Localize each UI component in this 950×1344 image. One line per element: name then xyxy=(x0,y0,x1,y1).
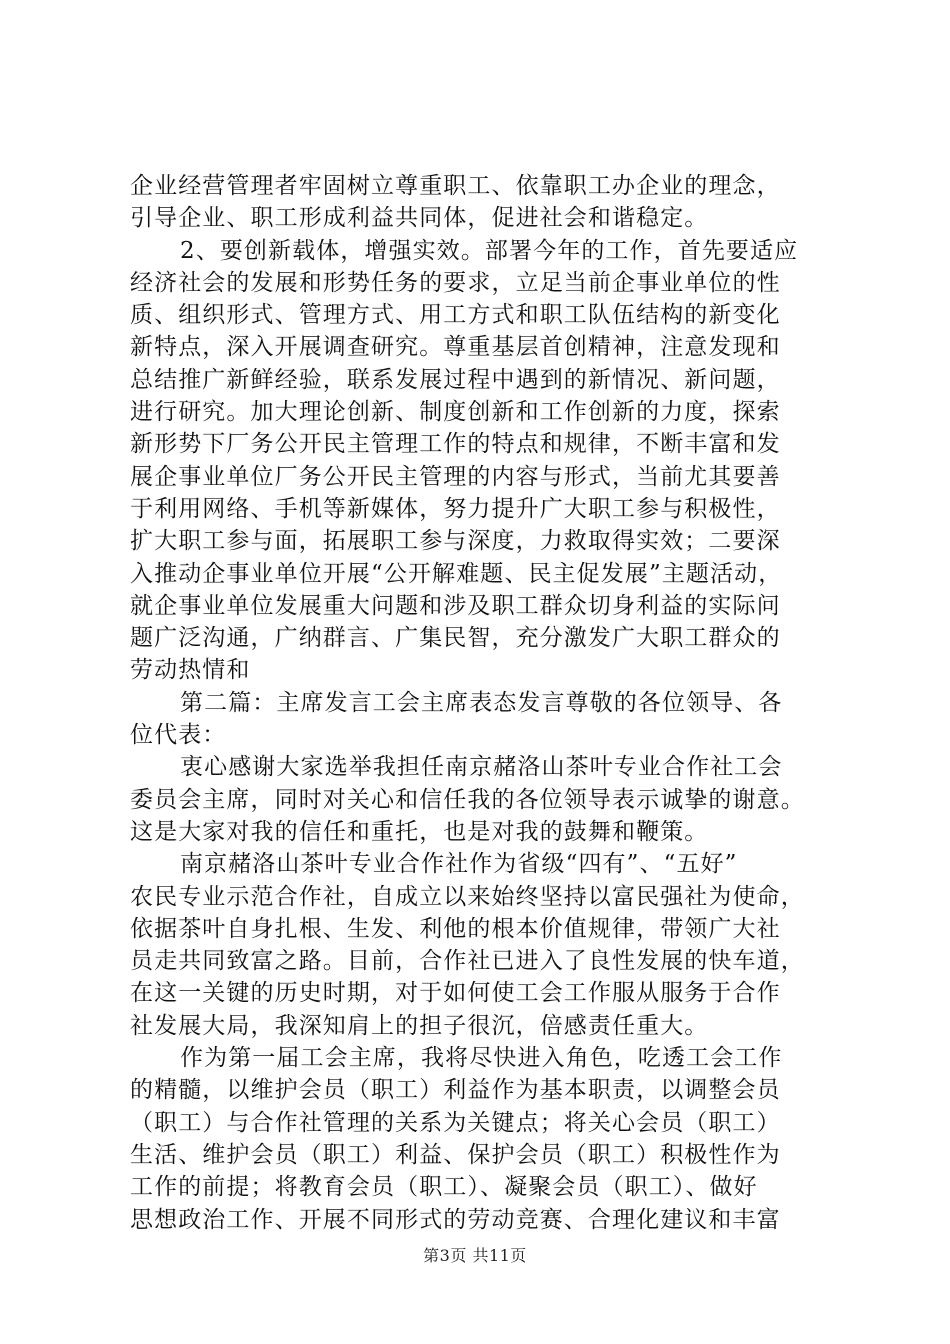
text-line: 展企事业单位厂务公开民主管理的内容与形式，当前尤其要善 xyxy=(130,463,781,490)
text-line: 思想政治工作、开展不同形式的劳动竞赛、合理化建议和丰富 xyxy=(130,1206,781,1233)
text-line: 引导企业、职工形成利益共同体，促进社会和谐稳定。 xyxy=(130,205,709,232)
text-line: 就企事业单位发展重大问题和涉及职工群众切身利益的实际问 xyxy=(130,592,781,619)
text-line: 委员会主席，同时对关心和信任我的各位领导表示诚挚的谢意。 xyxy=(130,786,805,813)
text-line: 衷心感谢大家选举我担任南京赭洛山茶叶专业合作社工会 xyxy=(180,754,783,781)
text-line: 于利用网络、手机等新媒体，努力提升广大职工参与积极性， xyxy=(130,495,781,522)
text-line: 扩大职工参与面，拓展职工参与深度，力救取得实效；二要深 xyxy=(130,528,781,555)
text-line: 企业经营管理者牢固树立尊重职工、依靠职工办企业的理念， xyxy=(130,173,781,199)
text-line: 农民专业示范合作社，自成立以来始终坚持以富民强社为使命， xyxy=(130,883,805,910)
text-line: 工作的前提；将教育会员（职工）、凝聚会员（职工）、做好 xyxy=(130,1174,758,1201)
text-line: 南京赭洛山茶叶专业合作社作为省级“四有”、“五好” xyxy=(180,851,738,878)
text-line: 这是大家对我的信任和重托，也是对我的鼓舞和鞭策。 xyxy=(130,818,709,845)
text-line: 在这一关键的历史时期，对于如何使工会工作服从服务于合作 xyxy=(130,980,781,1007)
text-line: 新特点，深入开展调查研究。尊重基层首创精神，注意发现和 xyxy=(130,334,781,361)
text-line: 入推动企事业单位开展“公开解难题、民主促发展”主题活动， xyxy=(130,560,783,587)
text-line: 位代表： xyxy=(130,722,227,749)
page-footer: 第3页 共11页 xyxy=(423,1246,527,1265)
text-line: 的精髓，以维护会员（职工）利益作为基本职责，以调整会员 xyxy=(130,1077,781,1104)
text-line: 进行研究。加大理论创新、制度创新和工作创新的力度，探索 xyxy=(130,399,781,426)
text-line: 劳动热情和 xyxy=(130,657,251,684)
text-line: 新形势下厂务公开民主管理工作的特点和规律，不断丰富和发 xyxy=(130,431,781,458)
text-line: 经济社会的发展和形势任务的要求，立足当前企事业单位的性 xyxy=(130,269,781,296)
text-line: 生活、维护会员（职工）利益、保护会员（职工）积极性作为 xyxy=(130,1141,781,1168)
document-body xyxy=(130,170,845,1236)
text-line: 作为第一届工会主席，我将尽快进入角色，吃透工会工作 xyxy=(180,1045,783,1072)
text-line: 依据茶叶自身扎根、生发、利他的根本价值规律，带领广大社 xyxy=(130,915,781,942)
text-line: 质、组织形式、管理方式、用工方式和职工队伍结构的新变化 xyxy=(130,302,781,329)
text-line: 社发展大局，我深知肩上的担子很沉，倍感责任重大。 xyxy=(130,1012,709,1039)
text-line: 员走共同致富之路。目前，合作社已进入了良性发展的快车道， xyxy=(130,948,805,975)
text-line: 题广泛沟通，广纳群言、广集民智，充分激发广大职工群众的 xyxy=(130,625,781,652)
text-line: 总结推广新鲜经验，联系发展过程中遇到的新情况、新问题， xyxy=(130,366,781,393)
text-line: 第二篇：主席发言工会主席表态发言尊敬的各位领导、各 xyxy=(180,689,783,716)
text-line: （职工）与合作社管理的关系为关键点；将关心会员（职工） xyxy=(130,1109,781,1136)
text-line: 2、要创新载体，增强实效。部署今年的工作，首先要适应 xyxy=(180,237,799,264)
